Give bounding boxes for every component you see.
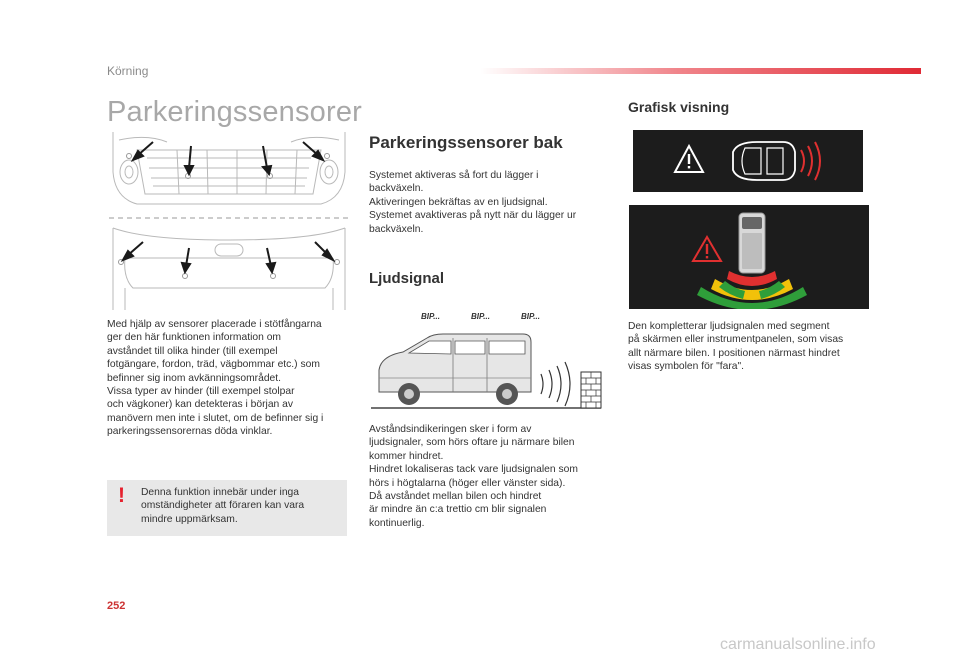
warning-text: Denna funktion innebär under inga omständigheter att föraren kan vara mindre uppmärksam. bbox=[141, 487, 305, 525]
page-number: 252 bbox=[107, 600, 126, 612]
graphic-display-text: Den kompletterar ljudsignalen med segment på skärmen eller instrumentpanelen, som visas allt närmare bilen. I positionen närmast hindret visas symbolen för "fara". bbox=[628, 321, 844, 373]
touchscreen-display-image bbox=[629, 205, 869, 309]
header-accent-line bbox=[480, 68, 921, 74]
sound-signal-heading: Ljudsignal bbox=[369, 270, 444, 287]
warning-box bbox=[107, 480, 347, 536]
main-description: Med hjälp av sensorer placerade i stötfångarna ger den här funktionen information om avståndet till olika hinder (till exempel fotgängare, fordon, träd, vägbommar etc.) som befinner sig inom avkänningsområdet. Vissa typer av hinder (till exempel stolpar och vägkoner) kan detekteras i början av manövern men inte i slutet, om de befinner sig i parkeringssensorernas döda vinklar. bbox=[107, 319, 324, 438]
rear-sensors-heading: Parkeringssensorer bak bbox=[369, 133, 563, 152]
rear-sensors-text: Systemet aktiveras så fort du lägger i backväxeln. Aktiveringen bekräftas av en ljudsignal. Systemet avaktiveras på nytt när du lägger ur backväxeln. bbox=[369, 170, 577, 235]
van-beep-illustration bbox=[369, 308, 605, 416]
page-title: Parkeringssensorer bbox=[107, 96, 363, 128]
instrument-display-image bbox=[633, 130, 863, 192]
beep-label: BIP... bbox=[421, 312, 440, 321]
beep-label: BIP... bbox=[521, 312, 540, 321]
beep-label: BIP... bbox=[471, 312, 490, 321]
warning-icon: ! bbox=[118, 484, 125, 507]
sensor-location-illustration bbox=[107, 128, 351, 312]
section-label: Körning bbox=[107, 64, 149, 78]
sound-signal-text: Avståndsindikeringen sker i form av ljudsignaler, som hörs oftare ju närmare bilen kommer hindret. Hindret lokaliseras tack vare ljudsignalen som hörs i högtalarna (höger eller vänster sida). Då avståndet mellan bilen och hindret är mindre än c:a trettio cm blir signalen kontinuerlig. bbox=[369, 424, 578, 529]
watermark: carmanualsonline.info bbox=[720, 636, 876, 653]
graphic-display-heading: Grafisk visning bbox=[628, 99, 730, 115]
